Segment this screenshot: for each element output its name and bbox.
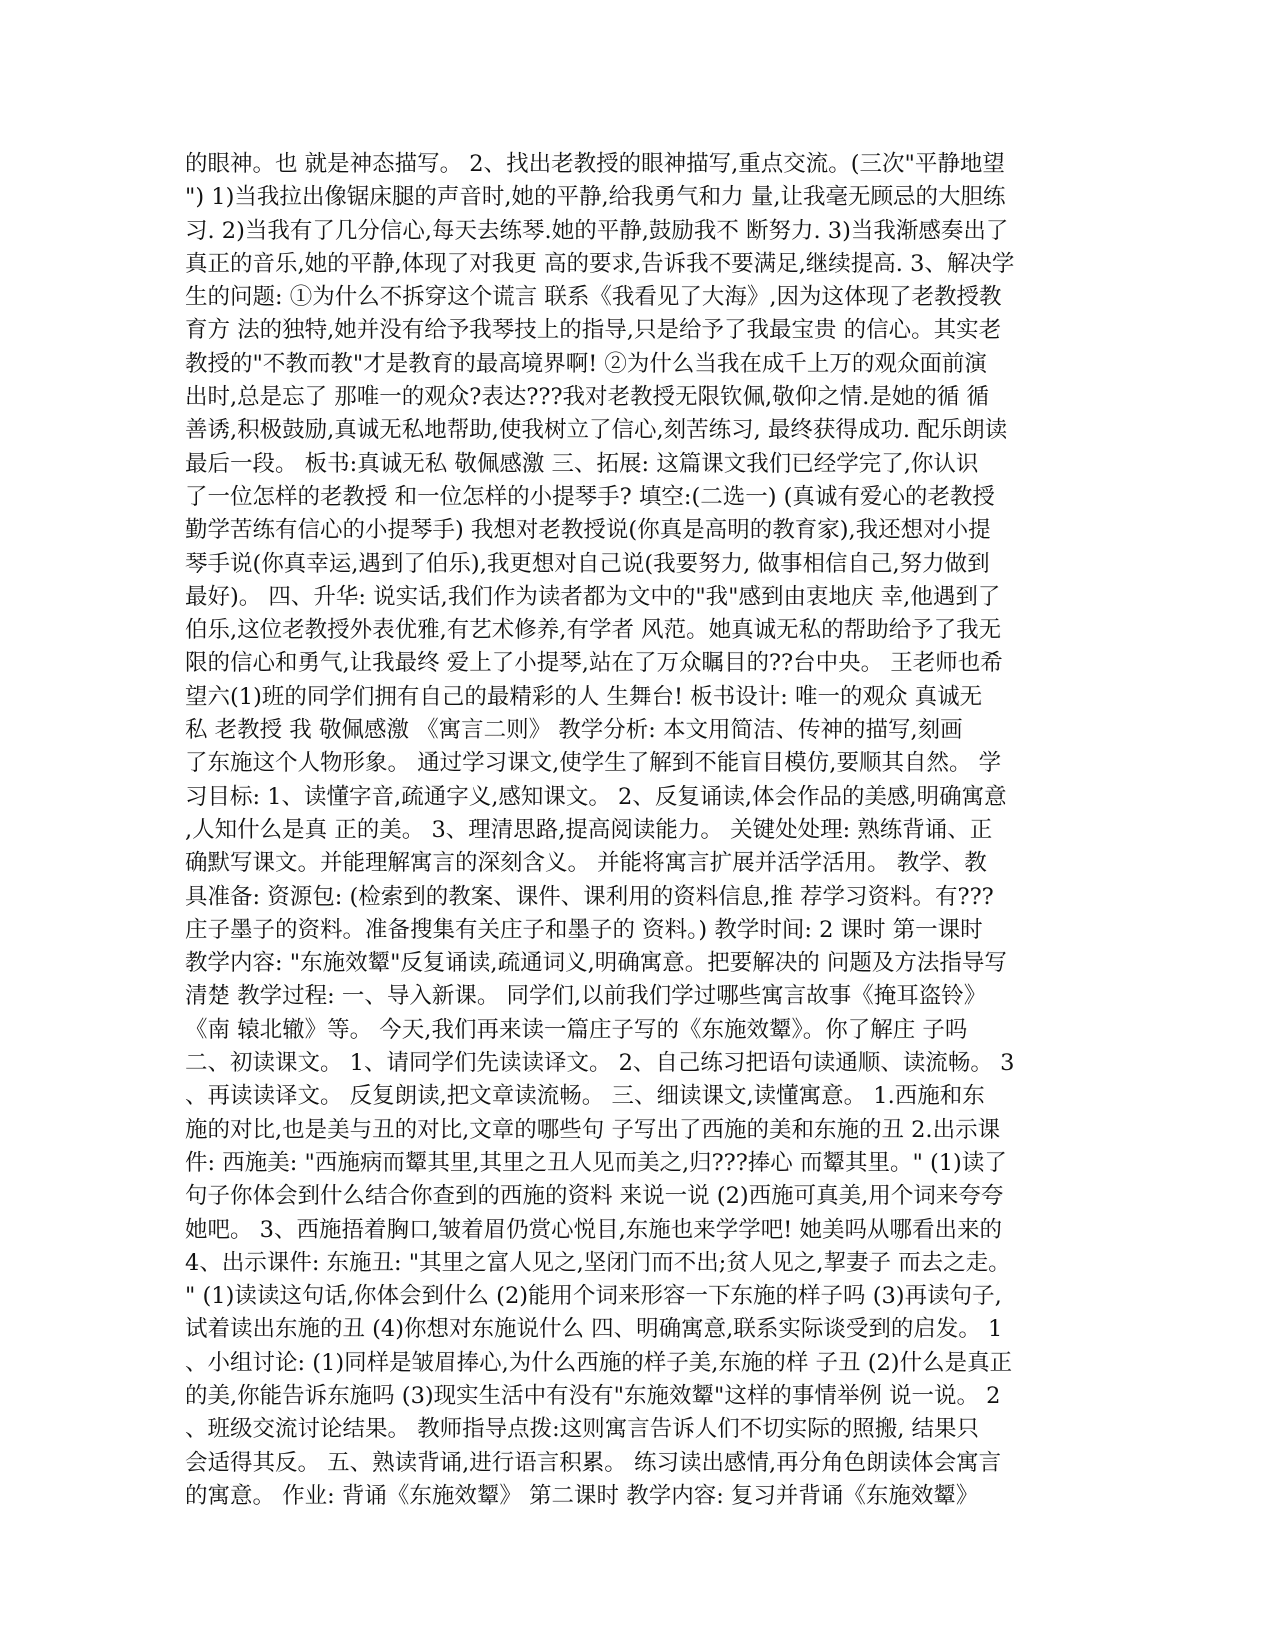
text-line: 、再读读译文。 反复朗读,把文章读流畅。 三、细读课文,读懂寓意。 1.西施和东 (185, 1083, 985, 1110)
text-line: 《南 辕北辙》等。 今天,我们再来读一篇庄子写的《东施效颦》。你了解庄 子吗 (185, 1016, 968, 1043)
text-line: 句子你体会到什么结合你查到的西施的资料 来说一说 (2)西施可真美,用个词来夸夸 (185, 1183, 1004, 1210)
text-line: 生的问题: ①为什么不拆穿这个谎言 联系《我看见了大海》,因为这体现了老教授教 (185, 284, 1002, 311)
text-line: 施的对比,也是美与丑的对比,文章的哪些句 子写出了西施的美和东施的丑 2.出示课 (185, 1116, 1001, 1143)
text-line: " (1)读读这句话,你体会到什么 (2)能用个词来形容一下东施的样子吗 (3)再读句子, (185, 1283, 1002, 1310)
text-line: 的美,你能告诉东施吗 (3)现实生活中有没有"东施效颦"这样的事情举例 说一说。 2 (185, 1382, 1001, 1409)
text-line: 出时,总是忘了 那唯一的观众?表达???我对老教授无限钦佩,敬仰之情.是她的循 循 (185, 384, 990, 411)
text-line: 习目标: 1、读懂字音,疏通字义,感知课文。 2、反复诵读,体会作品的美感,明确寓意 (185, 783, 1007, 810)
text-line: 限的信心和勇气,让我最终 爱上了小提琴,站在了万众瞩目的??台中央。 王老师也希 (185, 650, 1003, 677)
text-line: 件: 西施美: "西施病而颦其里,其里之丑人见而美之,归???捧心 而颦其里。" (1)读了 (185, 1149, 1007, 1176)
text-line: 最好)。 四、升华: 说实话,我们作为读者都为文中的"我"感到由衷地庆 幸,他遇到了 (185, 583, 1001, 610)
text-line: ,人知什么是真 正的美。 3、理清思路,提高阅读能力。 关键处处理: 熟练背诵、正 (185, 816, 993, 843)
text-line: 育方 法的独特,她并没有给予我琴技上的指导,只是给予了我最宝贵 的信心。其实老 (185, 317, 1002, 344)
text-line: 试着读出东施的丑 (4)你想对东施说什么 四、明确寓意,联系实际谈受到的启发。 1 (185, 1316, 1003, 1343)
text-line: 会适得其反。 五、熟读背诵,进行语言积累。 练习读出感情,再分角色朗读体会寓言 (185, 1449, 1002, 1476)
text-line: 、小组讨论: (1)同样是皱眉捧心,为什么西施的样子美,东施的样 子丑 (2)什么是真正 (185, 1349, 1013, 1376)
text-line: 了东施这个人物形象。 通过学习课文,使学生了解到不能盲目模仿,要顺其自然。 学 (185, 750, 1002, 777)
text-line: 勤学苦练有信心的小提琴手) 我想对老教授说(你真是高明的教育家),我还想对小提 (185, 517, 991, 544)
text-line: 教学内容: "东施效颦"反复诵读,疏通词义,明确寓意。把要解决的 问题及方法指导写 (185, 950, 1007, 977)
text-line: 教授的"不教而教"才是教育的最高境界啊! ②为什么当我在成千上万的观众面前演 (185, 350, 987, 377)
text-line: 琴手说(你真幸运,遇到了伯乐),我更想对自己说(我要努力, 做事相信自己,努力做到 (185, 550, 990, 577)
text-line: 伯乐,这位老教授外表优雅,有艺术修养,有学者 风范。她真诚无私的帮助给予了我无 (185, 617, 1002, 644)
text-line: 的寓意。 作业: 背诵《东施效颦》 第二课时 教学内容: 复习并背诵《东施效颦》 (185, 1482, 979, 1509)
text-line: 、班级交流讨论结果。 教师指导点拨:这则寓言告诉人们不切实际的照搬, 结果只 (185, 1416, 980, 1443)
body-text (185, 148, 1070, 1513)
text-line: ") 1)当我拉出像锯床腿的声音时,她的平静,给我勇气和力 量,让我毫无顾忌的大胆练 (185, 184, 1006, 211)
text-line: 习. 2)当我有了几分信心,每天去练琴.她的平静,鼓励我不 断努力. 3)当我渐感奏出了 (185, 217, 1009, 244)
text-line: 具准备: 资源包: (检索到的教案、课件、课利用的资料信息,推 荐学习资料。有??? (185, 883, 994, 910)
text-line: 她吧。 3、西施捂着胸口,皱着眉仍赏心悦目,东施也来学学吧! 她美吗从哪看出来的 (185, 1216, 1002, 1243)
text-line: 4、出示课件: 东施丑: "其里之富人见之,坚闭门而不出;贫人见之,挈妻子 而去之走。 (185, 1249, 1011, 1276)
text-line: 真正的音乐,她的平静,体现了对我更 高的要求,告诉我不要满足,继续提高. 3、解决学 (185, 250, 1015, 277)
text-line: 的眼神。也 就是神态描写。 2、找出老教授的眼神描写,重点交流。(三次"平静地望 (185, 151, 1005, 177)
text-line: 确默写课文。并能理解寓言的深刻含义。 并能将寓言扩展并活学活用。 教学、教 (185, 850, 987, 877)
text-line: 清楚 教学过程: 一、导入新课。 同学们,以前我们学过哪些寓言故事《掩耳盗铃》 (185, 983, 987, 1010)
text-line: 私 老教授 我 敬佩感激 《寓言二则》 教学分析: 本文用简洁、传神的描写,刻画 (185, 717, 963, 744)
text-line: 望六(1)班的同学们拥有自己的最精彩的人 生舞台! 板书设计: 唯一的观众 真诚无 (185, 683, 983, 710)
text-line: 庄子墨子的资料。准备搜集有关庄子和墨子的 资料。) 教学时间: 2 课时 第一课时 (185, 916, 983, 943)
text-line: 善诱,积极鼓励,真诚无私地帮助,使我树立了信心,刻苦练习, 最终获得成功. 配乐朗读 (185, 417, 1008, 444)
text-line: 二、初读课文。 1、请同学们先读读译文。 2、自己练习把语句读通顺、读流畅。 3 (185, 1050, 1015, 1077)
text-line: 最后一段。 板书:真诚无私 敬佩感激 三、拓展: 这篇课文我们已经学完了,你认识 (185, 450, 979, 477)
text-line: 了一位怎样的老教授 和一位怎样的小提琴手? 填空:(二选一) (真诚有爱心的老教授 (185, 483, 995, 510)
